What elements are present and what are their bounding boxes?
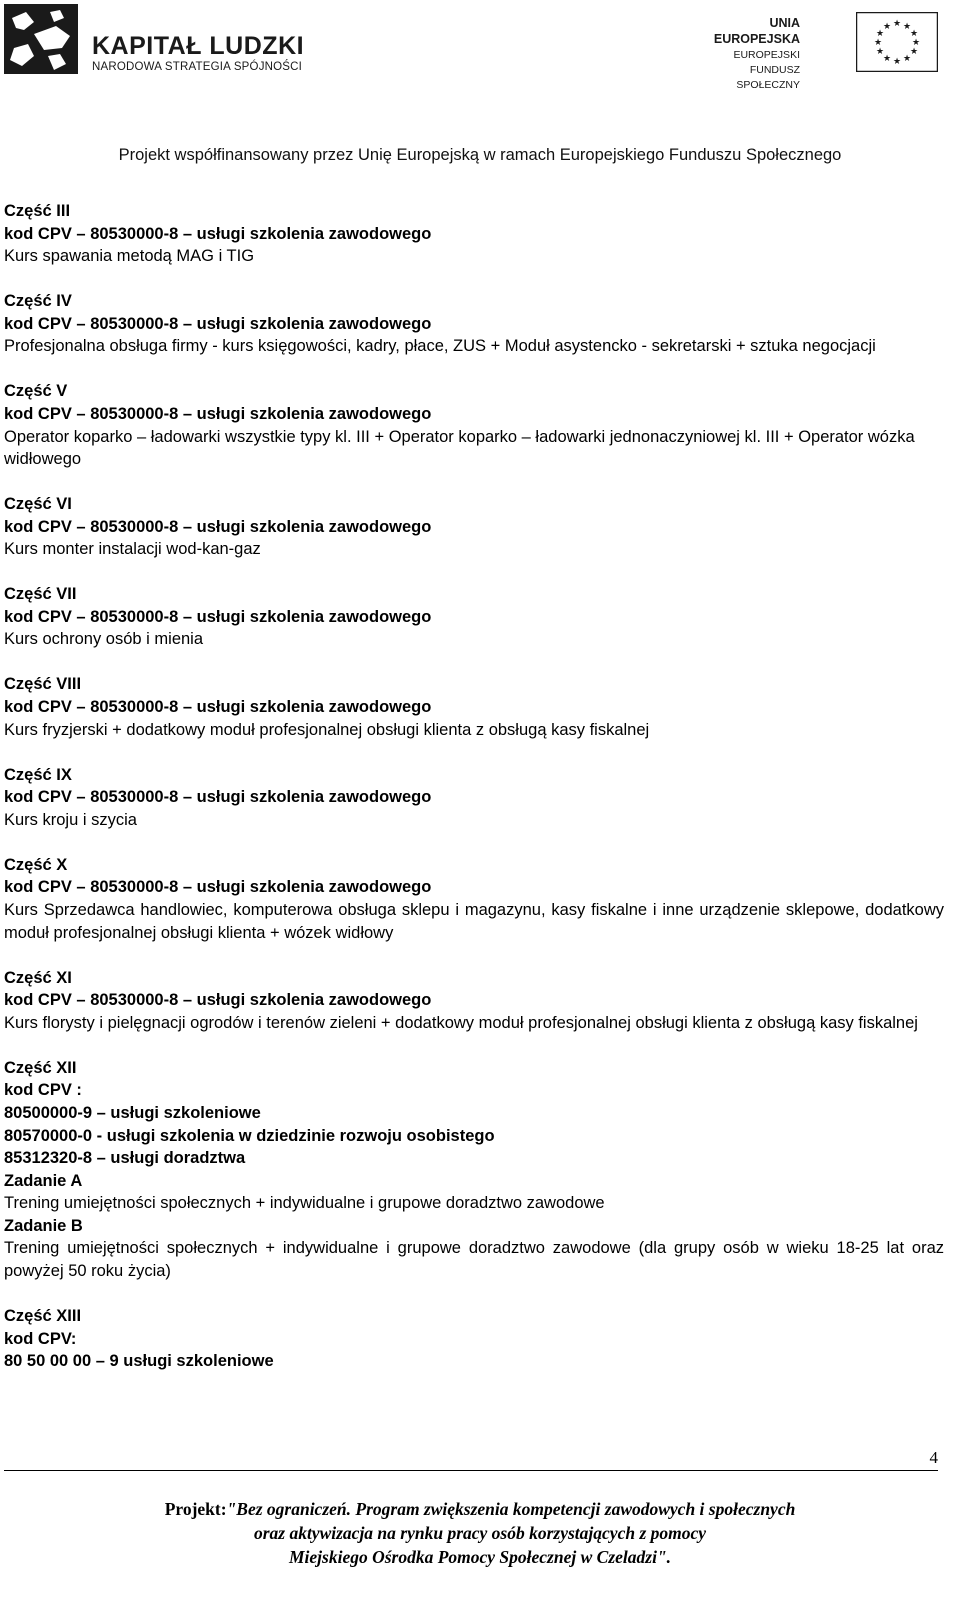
section-part-10 bbox=[4, 854, 944, 944]
section-part-4 bbox=[4, 290, 944, 358]
section-description: Kurs Sprzedawca handlowiec, komputerowa obsługa sklepu i magazynu, kasy fiskalne i inne urządzenie sklepowe, dodatkowy moduł profesjonalnej obsługi klienta + wózek widłowy bbox=[4, 900, 944, 942]
section-part-8 bbox=[4, 673, 944, 741]
page-footer bbox=[0, 1497, 960, 1569]
section-title: Część IX bbox=[4, 765, 72, 784]
section-cpv-code: 80 50 00 00 – 9 usługi szkoleniowe bbox=[4, 1352, 274, 1371]
eu-logo-line2: EUROPEJSKI bbox=[733, 49, 800, 61]
logo-title: KAPITAŁ LUDZKI bbox=[92, 32, 305, 60]
eu-logo-line1: UNIA EUROPEJSKA bbox=[713, 16, 800, 46]
section-cpv-code: kod CPV – 80530000-8 – usługi szkolenia zawodowego bbox=[4, 788, 432, 807]
section-cpv-code: kod CPV – 80530000-8 – usługi szkolenia zawodowego bbox=[4, 517, 432, 536]
page-number: 4 bbox=[929, 1448, 938, 1467]
kapital-ludzki-emblem-icon bbox=[4, 4, 78, 74]
eu-logo-line3: FUNDUSZ SPOŁECZNY bbox=[736, 64, 800, 91]
section-part-12 bbox=[4, 1057, 944, 1283]
eu-logo bbox=[688, 6, 938, 91]
svg-text:★: ★ bbox=[875, 29, 885, 39]
task-a-title: Zadanie A bbox=[4, 1171, 83, 1190]
kapital-ludzki-logo bbox=[4, 4, 304, 74]
section-part-3 bbox=[4, 200, 944, 268]
section-description: Profesjonalna obsługa firmy - kurs księgowości, kadry, płace, ZUS + Moduł asystencko - sekretarski + sztuka negocjacji bbox=[4, 337, 876, 356]
section-cpv-code: kod CPV – 80530000-8 – usługi szkolenia zawodowego bbox=[4, 878, 432, 897]
section-title: Część XII bbox=[4, 1058, 77, 1077]
section-part-13 bbox=[4, 1305, 944, 1373]
section-cpv-code: kod CPV – 80530000-8 – usługi szkolenia zawodowego bbox=[4, 991, 432, 1010]
section-title: Część VI bbox=[4, 495, 72, 514]
svg-text:★: ★ bbox=[882, 22, 892, 32]
section-part-6 bbox=[4, 493, 944, 561]
section-cpv-code: kod CPV – 80530000-8 – usługi szkolenia zawodowego bbox=[4, 404, 432, 423]
svg-text:★: ★ bbox=[875, 47, 885, 57]
logo-subtitle: NARODOWA STRATEGIA SPÓJNOŚCI bbox=[92, 61, 303, 73]
section-cpv-code: 80570000-0 - usługi szkolenia w dziedzinie rozwoju osobistego bbox=[4, 1126, 495, 1145]
svg-text:★: ★ bbox=[892, 57, 902, 67]
section-part-9 bbox=[4, 764, 944, 832]
section-cpv-code: kod CPV – 80530000-8 – usługi szkolenia zawodowego bbox=[4, 698, 432, 717]
section-title: Część X bbox=[4, 855, 68, 874]
section-description: Kurs florysty i pielęgnacji ogrodów i terenów zieleni + dodatkowy moduł profesjonalnej obsługi klienta z obsługą kasy fiskalnej bbox=[4, 1013, 918, 1032]
section-cpv-label: kod CPV: bbox=[4, 1329, 77, 1348]
section-description: Kurs kroju i szycia bbox=[4, 810, 137, 829]
task-b-description: Trening umiejętności społecznych + indywidualne i grupowe doradztwo zawodowe (dla grupy osób w wieku 18-25 lat oraz powyżej 50 roku życia) bbox=[4, 1239, 944, 1281]
section-description: Kurs spawania metodą MAG i TIG bbox=[4, 247, 255, 266]
section-title: Część XI bbox=[4, 968, 72, 987]
task-a-description: Trening umiejętności społecznych + indywidualne i grupowe doradztwo zawodowe bbox=[4, 1194, 605, 1213]
section-cpv-code: kod CPV – 80530000-8 – usługi szkolenia zawodowego bbox=[4, 607, 432, 626]
svg-text:★: ★ bbox=[902, 22, 912, 32]
section-title: Część VII bbox=[4, 585, 77, 604]
section-part-7 bbox=[4, 583, 944, 651]
section-description: Operator koparko – ładowarki wszystkie typy kl. III + Operator koparko – ładowarki jednonaczyniowej kl. III + Operator wózka widłowego bbox=[4, 427, 915, 469]
footer-divider bbox=[4, 1470, 938, 1471]
footer-line-1 bbox=[0, 1497, 960, 1521]
svg-text:★: ★ bbox=[909, 47, 919, 57]
svg-text:★: ★ bbox=[873, 38, 883, 48]
section-title: Część III bbox=[4, 202, 71, 220]
section-description: Kurs fryzjerski + dodatkowy moduł profesjonalnej obsługi klienta z obsługą kasy fiskalnej bbox=[4, 720, 650, 739]
section-title: Część V bbox=[4, 382, 68, 401]
section-description: Kurs monter instalacji wod-kan-gaz bbox=[4, 540, 261, 559]
section-cpv-code: kod CPV – 80530000-8 – usługi szkolenia zawodowego bbox=[4, 314, 432, 333]
section-cpv-label: kod CPV : bbox=[4, 1081, 82, 1100]
section-cpv-code: kod CPV – 80530000-8 – usługi szkolenia zawodowego bbox=[4, 224, 432, 243]
svg-text:★: ★ bbox=[902, 54, 912, 64]
section-cpv-code: 85312320-8 – usługi doradztwa bbox=[4, 1149, 246, 1168]
document-body bbox=[4, 200, 944, 1395]
eu-logo-text bbox=[688, 16, 800, 93]
eu-flag-icon bbox=[856, 12, 938, 72]
section-title: Część XIII bbox=[4, 1307, 82, 1326]
section-title: Część IV bbox=[4, 292, 72, 311]
footer-label: Projekt: bbox=[164, 1499, 227, 1519]
svg-text:★: ★ bbox=[911, 38, 921, 48]
section-description: Kurs ochrony osób i mienia bbox=[4, 630, 204, 649]
section-title: Część VIII bbox=[4, 675, 82, 694]
svg-text:★: ★ bbox=[882, 54, 892, 64]
section-part-5 bbox=[4, 380, 944, 470]
svg-text:★: ★ bbox=[892, 19, 902, 29]
footer-project-name: "Bez ograniczeń. Program zwiększenia kompetencji zawodowych i społecznych bbox=[226, 1499, 796, 1519]
page-header bbox=[0, 0, 960, 164]
svg-text:★: ★ bbox=[909, 29, 919, 39]
footer-line-2: oraz aktywizacja na rynku pracy osób korzystających z pomocy bbox=[253, 1523, 707, 1543]
cofinancing-note: Projekt współfinansowany przez Unię Europejską w ramach Europejskiego Funduszu Społecznego bbox=[118, 146, 842, 164]
section-part-11 bbox=[4, 967, 944, 1035]
section-cpv-code: 80500000-9 – usługi szkoleniowe bbox=[4, 1103, 261, 1122]
task-b-title: Zadanie B bbox=[4, 1216, 83, 1235]
footer-line-3: Miejskiego Ośrodka Pomocy Społecznej w Czeladzi". bbox=[288, 1547, 672, 1567]
